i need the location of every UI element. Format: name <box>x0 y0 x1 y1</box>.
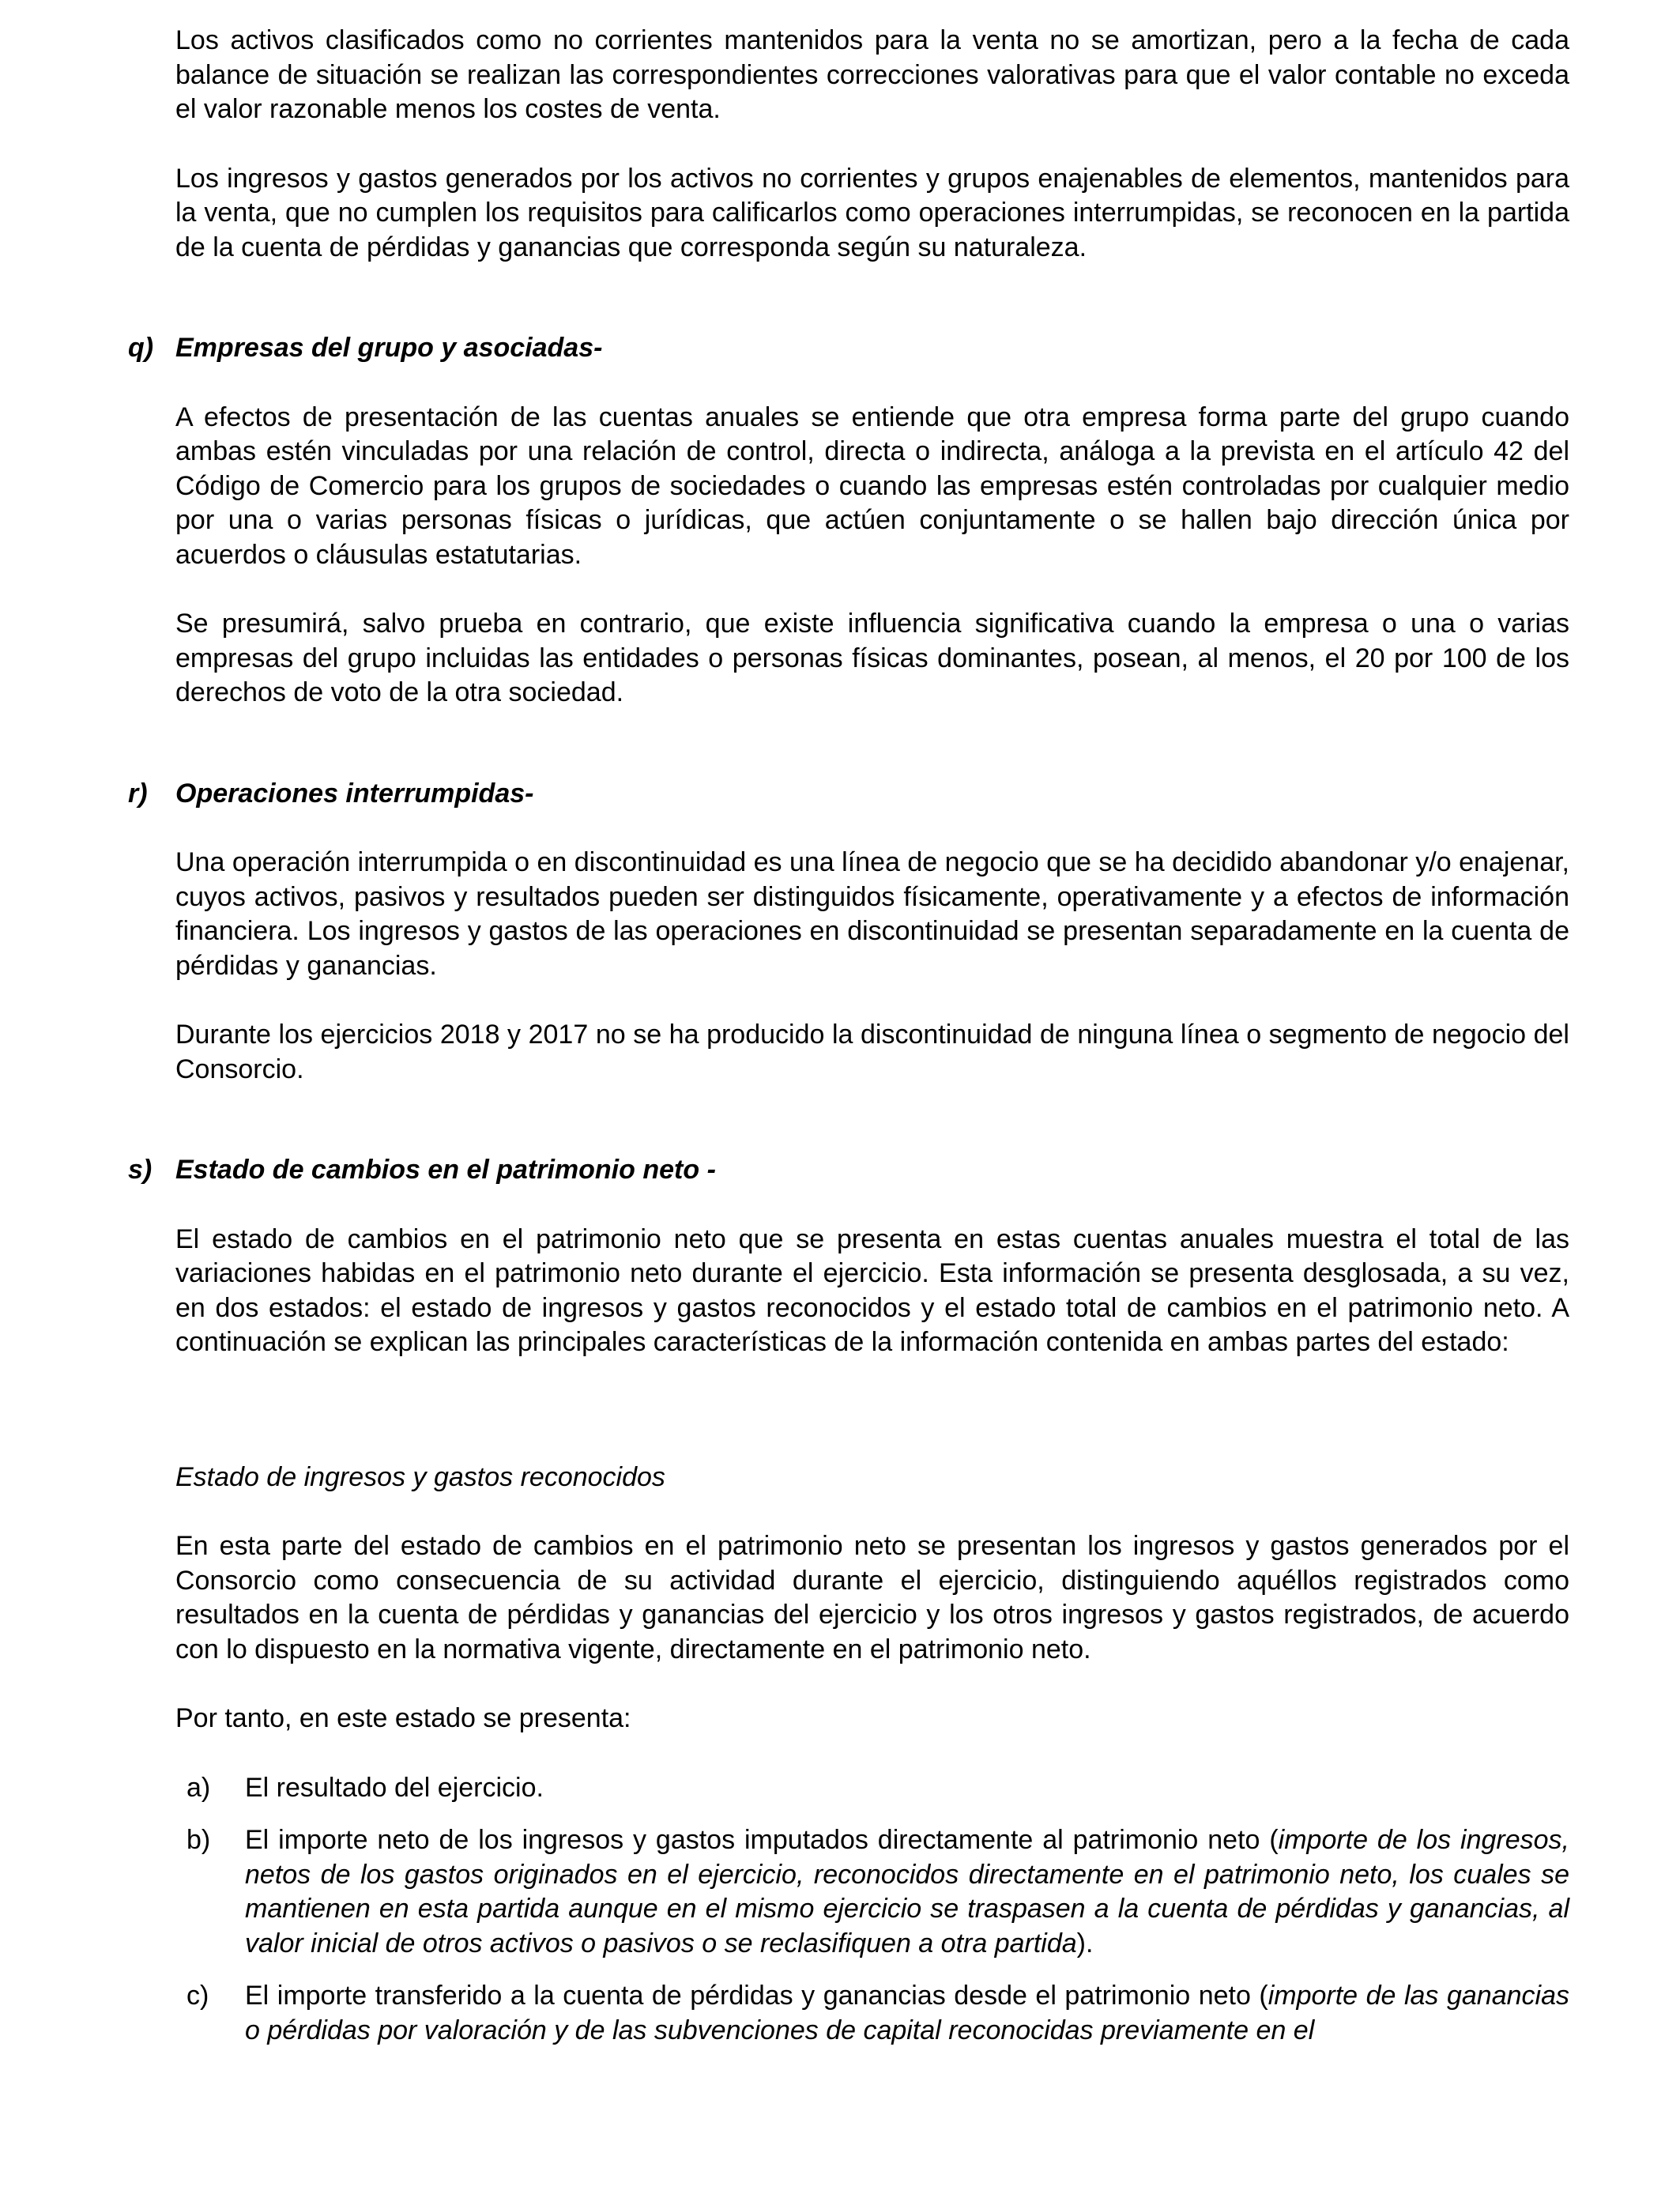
list-marker-a: a) <box>186 1772 211 1803</box>
section-s-paragraph-3: Por tanto, en este estado se presenta: <box>175 1703 631 1733</box>
list-text-c: El importe transferido a la cuenta de pérdidas y ganancias desde el patrimonio neto ( <box>245 1981 1268 2011</box>
list-tail-b: ). <box>1076 1928 1094 1958</box>
section-r-letter: r) <box>128 778 148 809</box>
section-s-title: Estado de cambios en el patrimonio neto - <box>175 1155 716 1185</box>
section-r-title: Operaciones interrumpidas- <box>175 778 534 809</box>
section-q-paragraph-1: A efectos de presentación de las cuentas anuales se entiende que otra empresa forma parte del grupo cuando ambas estén vinculadas por una relación de control, directa o indirecta, análoga a la prevista en el artículo 42 del Código de Comercio para los grupos de sociedades o cuando las empresas estén controladas por cualquier medio por una o varias personas físicas o jurídicas, que actúen conjuntamente o se hallen bajo dirección única por acuerdos o cláusulas estatutarias. <box>175 401 1569 570</box>
section-r-heading <box>128 777 1569 812</box>
section-q-title: Empresas del grupo y asociadas- <box>175 333 603 363</box>
section-r-paragraph-1: Una operación interrumpida o en discontinuidad es una línea de negocio que se ha decidido abandonar y/o enajenar, cuyos activos, pasivos y resultados pueden ser distinguidos físicamente, operativamente y a efectos de información financiera. Los ingresos y gastos de las operaciones en discontinuidad se presentan separadamente en la cuenta de pérdidas y ganancias. <box>175 847 1569 981</box>
list-marker-b: b) <box>186 1825 211 1855</box>
list-marker-c: c) <box>186 1981 209 2011</box>
section-s-subheading: Estado de ingresos y gastos reconocidos <box>175 1461 665 1492</box>
paragraph-non-current-assets: Los activos clasificados como no corrientes mantenidos para la venta no se amortizan, pero a la fecha de cada balance de situación se realizan las correspondientes correcciones valorativas para que el valor contable no exceda el valor razonable menos los costes de venta. <box>175 25 1569 124</box>
section-q-paragraph-2: Se presumirá, salvo prueba en contrario, que existe influencia significativa cuando la empresa o una o varias empresas del grupo incluidas las entidades o personas físicas dominantes, posean, al menos, el 20 por 100 de los derechos de voto de la otra sociedad. <box>175 609 1569 707</box>
document-body <box>128 24 1569 2048</box>
section-s-letter: s) <box>128 1155 153 1185</box>
list-italic-c: importe de las ganancias o pérdidas por valoración y de las subvenciones de capital reconocidas previamente en el <box>245 1981 1569 2045</box>
list-text-a: El resultado del ejercicio. <box>245 1772 544 1803</box>
list-item-a <box>175 1771 1569 1806</box>
section-r-paragraph-2: Durante los ejercicios 2018 y 2017 no se ha producido la discontinuidad de ninguna línea o segmento de negocio del Consorcio. <box>175 1020 1569 1084</box>
section-s-heading <box>128 1153 1569 1188</box>
section-q-letter: q) <box>128 333 154 363</box>
section-s-paragraph-1: El estado de cambios en el patrimonio neto que se presenta en estas cuentas anuales muestra el total de las variaciones habidas en el patrimonio neto durante el ejercicio. Esta información se presenta desglosada, a su vez, en dos estados: el estado de ingresos y gastos reconocidos y el estado total de cambios en el patrimonio neto. A continuación se explican las principales características de la información contenida en ambas partes del estado: <box>175 1223 1569 1357</box>
section-q-heading <box>128 331 1569 366</box>
paragraph-income-expenses: Los ingresos y gastos generados por los activos no corrientes y grupos enajenables de elementos, mantenidos para la venta, que no cumplen los requisitos para calificarlos como operaciones interrumpidas, se reconocen en la partida de la cuenta de pérdidas y ganancias que corresponda según su naturaleza. <box>175 163 1569 262</box>
list-item-b <box>175 1823 1569 1961</box>
section-s-paragraph-2: En esta parte del estado de cambios en el patrimonio neto se presentan los ingresos y gastos generados por el Consorcio como consecuencia de su actividad durante el ejercicio, distinguiendo aquéllos registrados como resultados en la cuenta de pérdidas y ganancias del ejercicio y los otros ingresos y gastos registrados, de acuerdo con lo dispuesto en la normativa vigente, directamente en el patrimonio neto. <box>175 1531 1569 1664</box>
list-text-b: El importe neto de los ingresos y gastos imputados directamente al patrimonio neto ( <box>245 1825 1279 1855</box>
list-italic-b: importe de los ingresos, netos de los gastos originados en el ejercicio, reconocidos directamente en el patrimonio neto, los cuales se mantienen en esta partida aunque en el mismo ejercicio se traspasen a la cuenta de pérdidas y ganancias, al valor inicial de otros activos o pasivos o se reclasifiquen a otra partida <box>245 1825 1569 1958</box>
list-item-c <box>175 1979 1569 2048</box>
